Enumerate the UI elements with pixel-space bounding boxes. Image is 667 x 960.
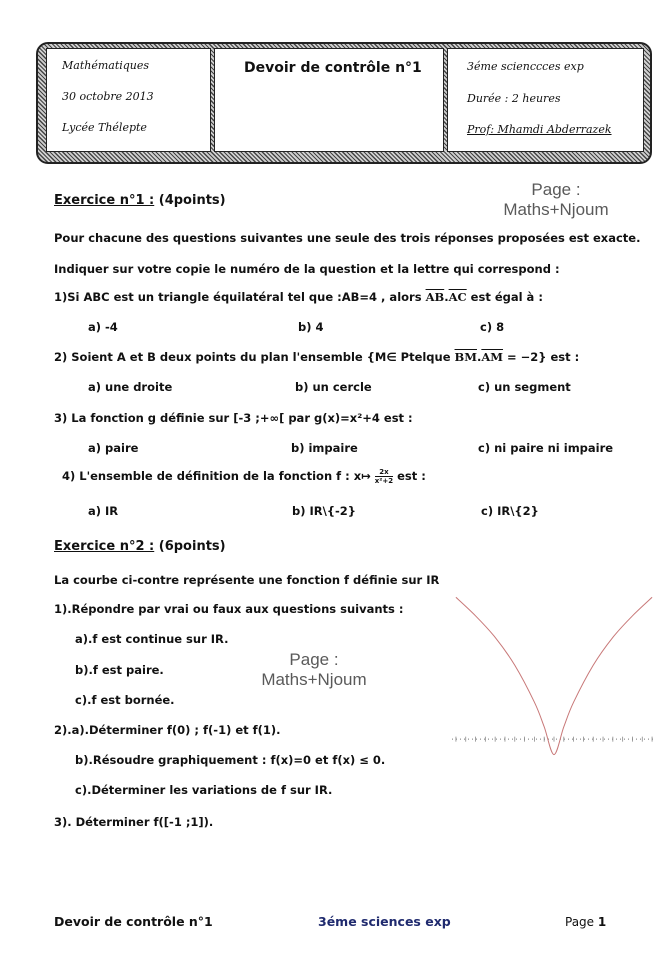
fraction [375,468,393,485]
ex1-question-4 [62,468,426,485]
exercise2-points: (6points) [158,539,226,554]
ex1-q1-option-c: c) 8 [480,320,505,334]
footer-page [565,915,606,929]
footer-page-label: Page [565,915,598,929]
ex1-q4-option-a: a) IR [88,504,119,518]
exercise1-title [54,193,226,208]
fraction-denominator: x²+2 [374,477,394,485]
ex1-q2-option-b: b) un cercle [295,380,372,394]
exercise2-title [54,539,226,554]
ex1-question-3: 3) La fonction g définie sur [-3 ;+∞[ par g(x)=x²+4 est : [54,411,413,425]
ex1-q2-text-b: = −2} est : [503,350,580,364]
ex1-question-2 [54,350,579,364]
ex1-q4-text-b: est : [393,469,426,483]
watermark-middle-line1: Page : [289,650,339,669]
vector-ac: $\overline{AC}$ [448,290,467,304]
exercise2-label: Exercice n°2 : [54,539,155,554]
fraction-numerator: 2x [375,468,393,477]
ex2-question-1c: c).f est bornée. [75,693,175,707]
ex1-q2-option-a: a) une droite [88,380,173,394]
header-teacher: Prof: Mhamdi Abderrazek [467,123,612,136]
ex2-question-1: 1).Répondre par vrai ou faux aux questions suivants : [54,602,404,616]
vector-ab: $\overline{AB}$ [425,290,445,304]
ex2-question-3: 3). Déterminer f([-1 ;1]). [54,815,214,829]
footer-left: Devoir de contrôle n°1 [54,914,213,929]
dot-product-sign: . [444,290,449,304]
ex1-q1-option-a: a) -4 [88,320,118,334]
ex1-q2-text-a: 2) Soient A et B deux points du plan l'ensemble {M∈ Ptelque [54,350,455,364]
header-title: Devoir de contrôle n°1 [244,60,422,76]
exercise2-intro: La courbe ci-contre représente une fonction f définie sur IR [54,573,440,587]
watermark-top [488,180,624,220]
function-graph [452,585,656,770]
ex2-question-2c: c).Déterminer les variations de f sur IR. [75,783,333,797]
header-class: 3éme scienccces exp [467,60,584,73]
ex1-q3-option-b: b) impaire [291,441,358,455]
ex1-q4-option-b: b) IR\{-2} [292,504,356,518]
vector-bm: $\overline{BM}$ [454,350,477,364]
ex2-question-1b: b).f est paire. [75,663,164,677]
watermark-top-line2: Maths+Njoum [503,200,609,219]
footer-center: 3éme sciences exp [318,914,451,929]
x-axis-ticks [456,737,652,742]
exercise1-label: Exercice n°1 : [54,193,155,208]
header-duration: Durée : 2 heures [467,92,561,105]
vector-am: $\overline{AM}$ [481,350,504,364]
ex1-q1-text-a: 1)Si ABC est un triangle équilatéral tel que :AB=4 , alors [54,290,426,304]
dot-product-sign: . [476,350,482,364]
ex1-q1-option-b: b) 4 [298,320,324,334]
ex2-question-2a: 2).a).Déterminer f(0) ; f(-1) et f(1). [54,723,281,737]
exercise1-intro1: Pour chacune des questions suivantes une seule des trois réponses proposées est exacte. [54,231,641,245]
exercise1-intro2: Indiquer sur votre copie le numéro de la question et la lettre qui correspond : [54,262,560,276]
header-subject: Mathématiques [62,59,150,72]
ex1-q3-option-c: c) ni paire ni impaire [478,441,614,455]
footer-page-number: 1 [597,915,607,929]
watermark-middle-line2: Maths+Njoum [261,670,367,689]
watermark-top-line1: Page : [531,180,581,199]
header-date: 30 octobre 2013 [62,90,154,103]
ex1-q4-option-c: c) IR\{2} [481,504,539,518]
ex1-q2-option-c: c) un segment [478,380,571,394]
watermark-middle [244,650,384,690]
ex1-q4-text-a: 4) L'ensemble de définition de la fonction f : x↦ [62,469,375,483]
ex1-q3-option-a: a) paire [88,441,139,455]
ex2-question-1a: a).f est continue sur IR. [75,632,229,646]
exercise1-points: (4points) [158,193,226,208]
header-school: Lycée Thélepte [62,121,147,134]
ex2-question-2b: b).Résoudre graphiquement : f(x)=0 et f(x) ≤ 0. [75,753,386,767]
ex1-q1-text-b: est égal à : [466,290,543,304]
ex1-question-1 [54,290,543,304]
